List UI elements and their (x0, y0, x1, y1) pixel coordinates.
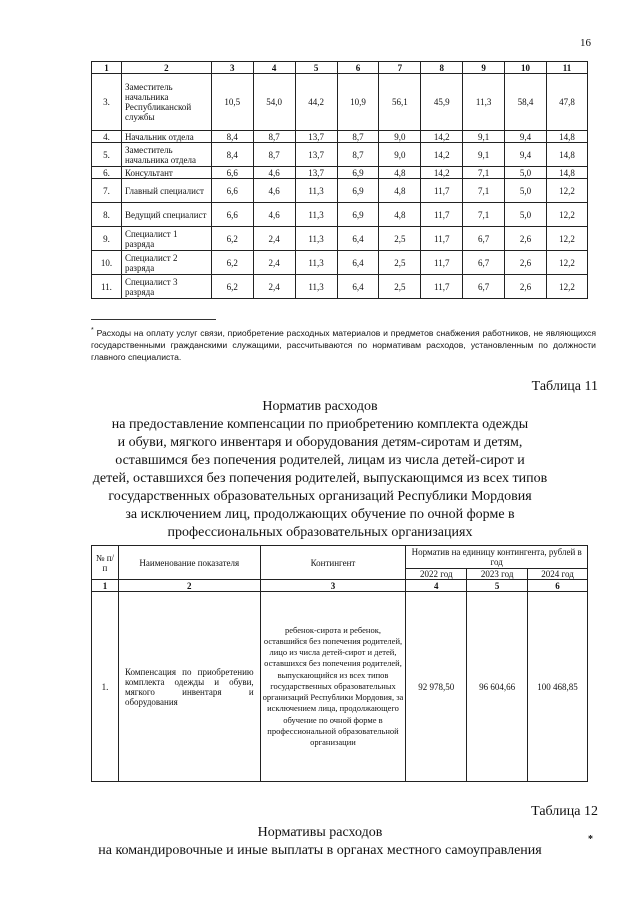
col-norm-header: Норматив на единицу контингента, рублей в год (406, 546, 588, 569)
table-row (92, 131, 588, 143)
table11-title (60, 398, 580, 542)
table-row (92, 251, 588, 275)
row-number: 5. (92, 143, 122, 167)
title-line: и обуви, мягкого инвентаря и оборудования детям-сиротам и детям, (117, 435, 523, 450)
title-line: на командировочные и иные выплаты в органах местного самоуправления (98, 843, 542, 858)
value-cell: 6,9 (337, 203, 379, 227)
value-cell: 9,4 (505, 143, 547, 167)
value-cell: 14,8 (546, 131, 587, 143)
column-index-cell: 10 (505, 62, 547, 74)
index-cell: 5 (467, 580, 528, 592)
compensation-norm-table (91, 545, 588, 782)
row-number: 4. (92, 131, 122, 143)
value-cell: 8,7 (337, 143, 379, 167)
table12-label: Таблица 12 (531, 804, 598, 819)
value-cell: 14,2 (421, 167, 463, 179)
row-number: 10. (92, 251, 122, 275)
value-cell: 8,7 (253, 143, 295, 167)
footnote-marker: * (91, 327, 94, 334)
position-name: Специалист 3 разряда (121, 275, 211, 299)
value-cell: 13,7 (295, 167, 337, 179)
table-row (92, 143, 588, 167)
value-cell: 9,1 (463, 131, 505, 143)
value-cell: 2,5 (379, 275, 421, 299)
position-name: Специалист 2 разряда (121, 251, 211, 275)
value-cell: 4,8 (379, 203, 421, 227)
row-number: 3. (92, 74, 122, 131)
value-cell: 6,2 (211, 227, 253, 251)
year-2022-header: 2022 год (406, 569, 467, 580)
value-cell: 6,9 (337, 179, 379, 203)
row-number: 1. (92, 592, 119, 782)
value-cell: 7,1 (463, 179, 505, 203)
value-cell: 2,5 (379, 251, 421, 275)
value-cell: 11,3 (463, 74, 505, 131)
value-cell: 14,2 (421, 143, 463, 167)
value-cell: 8,4 (211, 131, 253, 143)
value-cell: 13,7 (295, 143, 337, 167)
position-name: Специалист 1 разряда (121, 227, 211, 251)
value-cell: 4,8 (379, 167, 421, 179)
value-cell: 6,2 (211, 275, 253, 299)
position-name: Заместитель начальника Республиканской службы (121, 74, 211, 131)
value-cell: 2,4 (253, 251, 295, 275)
title-line: государственных образовательных организаций Республики Мордовия (108, 489, 532, 504)
indicator-name: Компенсация по приобретению комплекта одежды и обуви, мягкого инвентаря и оборудования (118, 592, 260, 782)
column-index-cell: 5 (295, 62, 337, 74)
year-2023-header: 2023 год (467, 569, 528, 580)
value-cell: 6,2 (211, 251, 253, 275)
value-cell: 12,2 (546, 227, 587, 251)
value-cell: 11,7 (421, 227, 463, 251)
value-cell: 8,7 (337, 131, 379, 143)
row-number: 7. (92, 179, 122, 203)
value-cell: 6,7 (463, 275, 505, 299)
table-row (92, 203, 588, 227)
table12-footnote-marker: * (588, 834, 593, 845)
value-cell: 14,8 (546, 167, 587, 179)
column-index-cell: 7 (379, 62, 421, 74)
value-cell: 11,3 (295, 275, 337, 299)
value-cell: 6,9 (337, 167, 379, 179)
row-number: 11. (92, 275, 122, 299)
value-cell: 2,6 (505, 251, 547, 275)
table-row (92, 227, 588, 251)
column-index-cell: 9 (463, 62, 505, 74)
value-cell: 2,4 (253, 227, 295, 251)
value-cell: 6,6 (211, 203, 253, 227)
value-cell: 11,3 (295, 227, 337, 251)
value-cell: 11,7 (421, 179, 463, 203)
value-cell: 12,2 (546, 275, 587, 299)
footnote-text: Расходы на оплату услуг связи, приобретение расходных материалов и предметов снабжения работников, не являющихся государственными гражданскими служащими, рассчитываются по нормативам расходов, установленным по должности главного специалиста. (91, 327, 596, 362)
value-cell: 5,0 (505, 203, 547, 227)
value-cell: 5,0 (505, 167, 547, 179)
value-cell: 14,2 (421, 131, 463, 143)
title-line: оставшимся без попечения родителей, лицам из числа детей-сирот и (115, 453, 525, 468)
value-cell: 6,7 (463, 251, 505, 275)
table-row (92, 167, 588, 179)
column-index-cell: 3 (211, 62, 253, 74)
footnote (91, 325, 596, 363)
index-cell: 2 (118, 580, 260, 592)
value-cell: 9,0 (379, 143, 421, 167)
position-name: Заместитель начальника отдела (121, 143, 211, 167)
position-name: Главный специалист (121, 179, 211, 203)
table-row (92, 74, 588, 131)
table11-label: Таблица 11 (531, 379, 598, 394)
value-cell: 9,0 (379, 131, 421, 143)
value-cell: 5,0 (505, 179, 547, 203)
index-cell: 1 (92, 580, 119, 592)
value-cell: 47,8 (546, 74, 587, 131)
value-cell: 6,4 (337, 227, 379, 251)
title-line: на предоставление компенсации по приобретению комплекта одежды (111, 417, 529, 432)
value-cell: 6,6 (211, 179, 253, 203)
table12-title (60, 824, 580, 860)
staff-norms-table (91, 61, 588, 299)
value-cell: 6,6 (211, 167, 253, 179)
value-cell: 12,2 (546, 251, 587, 275)
value-cell: 7,1 (463, 167, 505, 179)
row-number: 8. (92, 203, 122, 227)
value-cell: 12,2 (546, 203, 587, 227)
value-cell: 12,2 (546, 179, 587, 203)
index-cell: 3 (260, 580, 406, 592)
value-cell: 4,8 (379, 179, 421, 203)
column-index-cell: 1 (92, 62, 122, 74)
value-cell: 4,6 (253, 179, 295, 203)
value-cell: 11,3 (295, 251, 337, 275)
index-cell: 4 (406, 580, 467, 592)
value-cell: 14,8 (546, 143, 587, 167)
value-cell: 10,5 (211, 74, 253, 131)
column-index-cell: 4 (253, 62, 295, 74)
value-cell: 58,4 (505, 74, 547, 131)
value-cell: 11,3 (295, 179, 337, 203)
norm-2022: 92 978,50 (406, 592, 467, 782)
row-number: 6. (92, 167, 122, 179)
value-cell: 9,1 (463, 143, 505, 167)
value-cell: 6,4 (337, 251, 379, 275)
table-row (92, 275, 588, 299)
table-row (92, 179, 588, 203)
value-cell: 44,2 (295, 74, 337, 131)
row-number: 9. (92, 227, 122, 251)
value-cell: 2,5 (379, 227, 421, 251)
value-cell: 4,6 (253, 167, 295, 179)
value-cell: 11,7 (421, 203, 463, 227)
position-name: Ведущий специалист (121, 203, 211, 227)
norm-2023: 96 604,66 (467, 592, 528, 782)
value-cell: 2,6 (505, 275, 547, 299)
position-name: Консультант (121, 167, 211, 179)
position-name: Начальник отдела (121, 131, 211, 143)
column-index-cell: 6 (337, 62, 379, 74)
column-index-cell: 2 (121, 62, 211, 74)
footnote-rule (91, 319, 216, 320)
column-index-cell: 8 (421, 62, 463, 74)
value-cell: 6,7 (463, 227, 505, 251)
value-cell: 9,4 (505, 131, 547, 143)
title-line: профессиональных образовательных организациях (167, 525, 473, 540)
contingent-description: ребенок-сирота и ребенок, оставшийся без попечения родителей, лицо из числа детей-сирот и детей, оставшихся без попечения родителей, выпускающийся из всех типов государственных образовательных организаций Республики Мордовия, за исключением лица, продолжающего обучение по очной форме в профессиональной образовательной организации (260, 592, 406, 782)
page-number: 16 (580, 37, 591, 49)
value-cell: 45,9 (421, 74, 463, 131)
col-num-header: № п/п (92, 546, 119, 580)
index-cell: 6 (528, 580, 588, 592)
year-2024-header: 2024 год (528, 569, 588, 580)
value-cell: 56,1 (379, 74, 421, 131)
title-line: Нормативы расходов (257, 825, 383, 840)
value-cell: 13,7 (295, 131, 337, 143)
value-cell: 54,0 (253, 74, 295, 131)
value-cell: 11,3 (295, 203, 337, 227)
column-index-cell: 11 (546, 62, 587, 74)
value-cell: 2,6 (505, 227, 547, 251)
title-line: детей, оставшихся без попечения родителей, выпускающимся из всех типов (92, 471, 548, 486)
title-line: Норматив расходов (262, 399, 378, 414)
value-cell: 11,7 (421, 275, 463, 299)
value-cell: 11,7 (421, 251, 463, 275)
norm-2024: 100 468,85 (528, 592, 588, 782)
col-indicator-header: Наименование показателя (118, 546, 260, 580)
value-cell: 7,1 (463, 203, 505, 227)
value-cell: 10,9 (337, 74, 379, 131)
value-cell: 8,4 (211, 143, 253, 167)
value-cell: 6,4 (337, 275, 379, 299)
value-cell: 8,7 (253, 131, 295, 143)
title-line: за исключением лиц, продолжающих обучение по очной форме в (125, 507, 515, 522)
value-cell: 4,6 (253, 203, 295, 227)
col-contingent-header: Контингент (260, 546, 406, 580)
value-cell: 2,4 (253, 275, 295, 299)
